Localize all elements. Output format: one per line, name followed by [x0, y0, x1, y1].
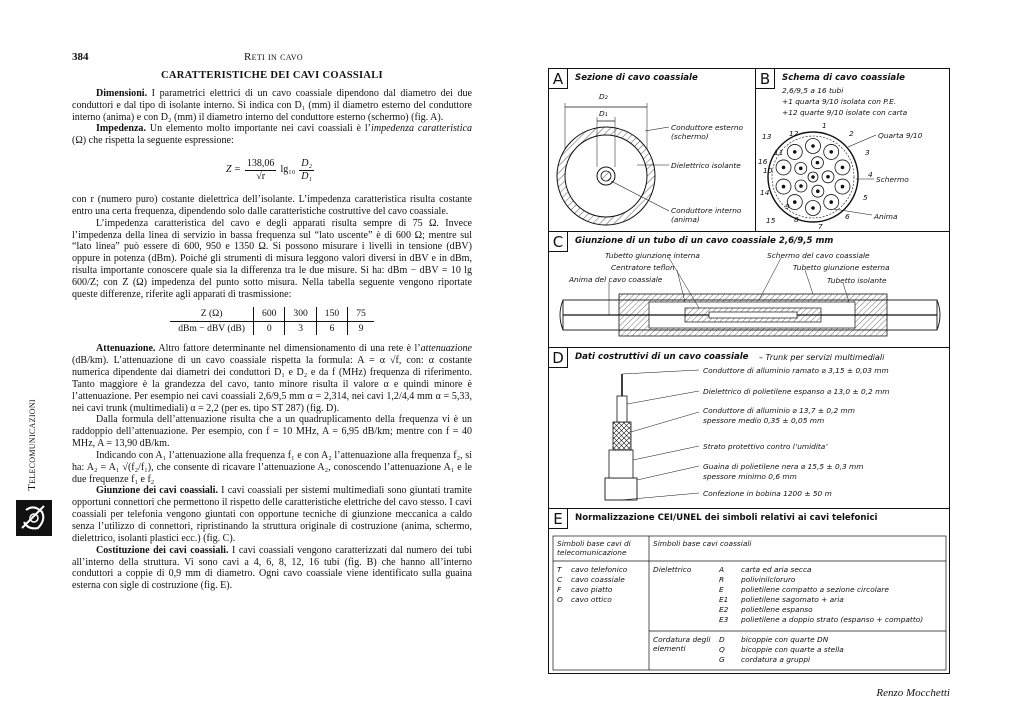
- label-schermo: (schermo): [671, 132, 709, 141]
- tube-number: 4: [868, 170, 873, 179]
- tube-number: 6: [845, 212, 850, 221]
- figure-e-letter: E: [549, 509, 568, 529]
- label-confezione: Confezione in bobina 1200 ± 50 m: [703, 489, 832, 498]
- figure-b-line-1: 2,6/9,5 a 16 tubi: [782, 86, 844, 95]
- label-dielettrico-espanso: Dielettrico di polietilene espanso ⌀ 13,0 ± 0,2 mm: [703, 387, 890, 396]
- page-number: 384: [72, 51, 89, 63]
- list-item: D bicoppie con quarte DN: [719, 635, 829, 644]
- label-conduttore-ramato: Conduttore di alluminio ramato ⌀ 3,15 ± 0,03 mm: [703, 366, 889, 375]
- label-spessore-minimo: spessore minimo 0,6 mm: [703, 472, 797, 481]
- figure-b: [756, 69, 950, 232]
- label-conduttore-esterno: Conduttore esterno: [671, 123, 744, 132]
- tube-core: [812, 145, 815, 148]
- tube-number: 2: [849, 129, 854, 138]
- list-item: E2 polietilene espanso: [719, 605, 813, 614]
- figure-c-letter: C: [549, 232, 568, 252]
- label-anima: (anima): [671, 215, 700, 224]
- label-conduttore-alluminio: Conduttore di alluminio ⌀ 13,7 ± 0,2 mm: [703, 406, 855, 415]
- figure-b-letter: B: [756, 69, 775, 89]
- label-tubetto-isolante: Tubetto isolante: [827, 276, 887, 285]
- label-anima-c: Anima del cavo coassiale: [569, 275, 663, 284]
- list-item: E1 polietilene sagomato + aria: [719, 595, 844, 604]
- figure-c: [549, 232, 950, 348]
- table-row: dBm − dBV (dB) 0 3 6 9: [170, 321, 374, 335]
- figure-e-title: Normalizzazione CEI/UNEL dei simboli relativi ai cavi telefonici: [575, 513, 878, 523]
- figure-a-title: Sezione di cavo coassiale: [575, 73, 698, 83]
- tube-number: 14: [760, 188, 770, 197]
- label-schermo-b: Schermo: [876, 175, 909, 184]
- tube-core: [827, 175, 830, 178]
- paragraph-giunzione: Giunzione dei cavi coassiali. I cavi coassiali per sistemi multimediali sono giuntati tramite opportuni connettori che permettono il rispetto delle caratteristiche elettriche del cavo stesso. I cavi coassiali per telefonia vengono giuntati con opportune tecniche di giunzione meccanica a caldo senza l’utilizzo di connettori, ripristinando la struttura originale di costruzione (anima, schermo, dielettrico, isolanti plastici ecc.) (fig. C).: [72, 485, 472, 544]
- list-item: Q bicoppie con quarte a stella: [719, 645, 844, 654]
- figure-d: [549, 348, 950, 509]
- tube-core: [782, 185, 785, 188]
- figure-d-subtitle: – Trunk per servizi multimediali: [759, 353, 885, 362]
- tube-number: 1: [822, 121, 827, 130]
- label-tubetto-esterna: Tubetto giunzione esterna: [793, 263, 890, 272]
- section-title: CARATTERISTICHE DEI CAVI COASSIALI: [161, 70, 383, 81]
- tube-number: 9: [785, 202, 790, 211]
- list-item: G cordatura a gruppi: [719, 655, 811, 664]
- list-item: T cavo telefonico: [557, 565, 628, 574]
- list-item: E3 polietilene a doppio strato (espanso + compatto): [719, 615, 924, 624]
- figure-b-line-3: +12 quarte 9/10 isolate con carta: [782, 108, 908, 117]
- label-schermo-c: Schermo del cavo coassiale: [767, 251, 870, 260]
- section-logo-icon: [16, 500, 52, 536]
- figure-b-title: Schema di cavo coassiale: [782, 73, 906, 83]
- tube-core: [793, 201, 796, 204]
- tube-core: [830, 201, 833, 204]
- figure-c-title: Giunzione di un tubo di un cavo coassiale 2,6/9,5 mm: [575, 236, 834, 246]
- figure-e: [549, 509, 950, 675]
- figure-a-letter: A: [549, 69, 568, 89]
- running-title: Reti in cavo: [244, 51, 303, 63]
- tube-number: 3: [865, 148, 870, 157]
- label-d2: D₂: [599, 92, 608, 101]
- label-strato-protettivo: Strato protettivo contro l’umidita’: [703, 442, 828, 451]
- tube-core: [841, 185, 844, 188]
- tube-core: [812, 176, 815, 179]
- list-item: A carta ed aria secca: [719, 565, 812, 574]
- paragraph-impedenza: Impedenza. Un elemento molto importante nei cavi coassiali è l’impedenza caratteristica (Ω) che rispetta la seguente espressione:: [72, 123, 472, 147]
- list-item: C cavo coassiale: [557, 575, 625, 584]
- dbm-dbv-table: [170, 307, 374, 336]
- figure-d-letter: D: [549, 348, 568, 368]
- list-item: O cavo ottico: [557, 595, 612, 604]
- label-centratore: Centratore teflon: [611, 263, 675, 272]
- joint-drawing: [549, 232, 950, 348]
- list-item: E polietilene compatto a sezione circolare: [719, 585, 889, 594]
- label-dielettrico: Dielettrico isolante: [671, 161, 741, 170]
- tube-number: 7: [818, 222, 823, 231]
- label-conduttore-interno: Conduttore interno: [671, 206, 742, 215]
- e-col1-head: Simboli base cavi di telecomunicazione: [557, 539, 631, 557]
- paragraph-75ohm: L’impedenza caratteristica del cavo e degli apparati risulta sempre di 75 Ω. Invece l’impedenza della linea di servizio in bassa frequenza sul “lato uscente” è di 600 Ω; mentre sul “lato linea” può essere di 600, 950 e 1350 Ω. Si possono misurare i livelli in tensione (dBV) oppure in potenza (dBm). Poiché gli strumenti di misura leggono valori diversi in dBV e in dBm, risulta importante conoscere quale sia la differenza tra le due misure. Si ha: dBm − dBV = 10 lg 600/Z; con Z (Ω) impedenza del punto sotto misura. Nella tabella seguente vengono riportate queste differenze, riferite agli apparati di trasmissione:: [72, 217, 472, 300]
- e-col2-head: Simboli base cavi coassiali: [653, 539, 752, 548]
- paragraph-costituzione: Costituzione dei cavi coassiali. I cavi coassiali vengono caratterizzati dal numero dei tubi all’interno della struttura. Vi sono cavi a 4, 6, 8, 12, 16 tubi (fig. B) che hanno all’interno conduttori a coppie di 0,9 mm di diametro. Ogni cavo coassiale viene identificato sulla guaina esterna con sigle di costruzione (fig. E).: [72, 544, 472, 592]
- tube-core: [816, 161, 819, 164]
- author-signature: Renzo Mocchetti: [876, 687, 950, 699]
- tube-number: 12: [789, 129, 799, 138]
- tube-number: 13: [762, 132, 772, 141]
- tube-core: [799, 167, 802, 170]
- e-cordatura-label: Cordatura degli elementi: [653, 635, 711, 653]
- paragraph-attenuazione: Attenuazione. Altro fattore determinante nel dimensionamento di una rete è l’attenuazione (dB/km). L’attenuazione di un cavo coassiale rispetta la formula: A = α √f, con: α costante numerica dipendente dai diametri dei conduttori D₁ e D₂ e da f (MHz) frequenza di riferimento. Tanto maggiore è la grandezza del cavo, tanto minore risulta il valore α e quindi minore è l’attenuazione. Per esempio nei cavi coassiali 2,6/9,5 mm α = 2,314, nei cavi 1,2/4,4 mm α = 5,33, nei cavi trunk (multimediali) α = 2,2 (per es. tipo ST 287) (fig. D).: [72, 343, 472, 414]
- figure-a: [549, 69, 756, 232]
- tube-number: 5: [863, 193, 868, 202]
- side-section-label: Telecomunicazioni: [26, 399, 38, 491]
- paragraph-raddoppio: Dalla formula dell’attenuazione risulta che a un quadruplicamento della frequenza vi è un raddoppio dell’attenuazione. Per esempio, con f = 10 MHz, A = 6,95 dB/km; mentre con f = 40 MHz, A = 13,90 dB/km.: [72, 414, 472, 450]
- tube-number: 8: [794, 215, 799, 224]
- tube-number: 16: [758, 157, 768, 166]
- figure-panel: [548, 68, 950, 674]
- tube-number: 10: [763, 166, 773, 175]
- list-item: F cavo piatto: [557, 585, 613, 594]
- table-row: Z (Ω) 600 300 150 75: [170, 307, 374, 321]
- list-item: R polivinilcloruro: [719, 575, 796, 584]
- tube-core: [812, 207, 815, 210]
- e-dielettrico-label: Dielettrico: [653, 565, 692, 574]
- tube-core: [830, 151, 833, 154]
- tube-core: [816, 190, 819, 193]
- tube-core: [800, 185, 803, 188]
- impedance-formula: Z = $\frac{138,06}{√r}$ lg₁₀ $\frac{\text{D₂}}{\text{D₁}}$: [225, 157, 313, 182]
- tube-number: 15: [766, 216, 776, 225]
- tube-core: [782, 166, 785, 169]
- figure-b-line-2: +1 quarta 9/10 isolata con P.E.: [782, 97, 897, 106]
- paragraph-a1-a2: Indicando con A₁ l’attenuazione alla frequenza f₁ e con A₂ l’attenuazione alla frequenza f₂, si ha: A₂ = A₁ √(f₂/f₁), che consente di ricavare l’attenuazione A₂, conoscendo l’attenuazione A₁ e le due frequenze f₁ e f₂: [72, 449, 472, 485]
- label-guaina: Guaina di polietilene nera ⌀ 15,5 ± 0,3 mm: [703, 462, 864, 471]
- label-spessore-medio: spessore medio 0,35 ± 0,05 mm: [703, 416, 825, 425]
- label-quarta: Quarta 9/10: [878, 131, 923, 140]
- tube-number: 11: [774, 148, 784, 157]
- tube-core: [793, 151, 796, 154]
- label-anima-b: Anima: [874, 212, 898, 221]
- paragraph-costante: con r (numero puro) costante dielettrica dell’isolante. L’impedenza caratteristica risulta costante entro una certa frequenza, dipendendo solo dalle caratteristiche costruttive del cavo coassiale.: [72, 194, 472, 217]
- tube-core: [841, 166, 844, 169]
- paragraph-dimensioni: Dimensioni. I parametrici elettrici di un cavo coassiale dipendono dal diametro dei due conduttori e dal tipo di isolante interno. Si indica con D₁ (mm) il diametro esterno del conduttore interno (anima) e con D₂ (mm) il diametro interno del conduttore esterno (schermo) (fig. A).: [72, 87, 472, 123]
- text-column: [72, 68, 472, 592]
- figure-d-title: Dati costruttivi di un cavo coassiale: [575, 352, 749, 362]
- label-d1: D₁: [599, 109, 608, 118]
- label-tubetto-interna: Tubetto giunzione interna: [605, 251, 700, 260]
